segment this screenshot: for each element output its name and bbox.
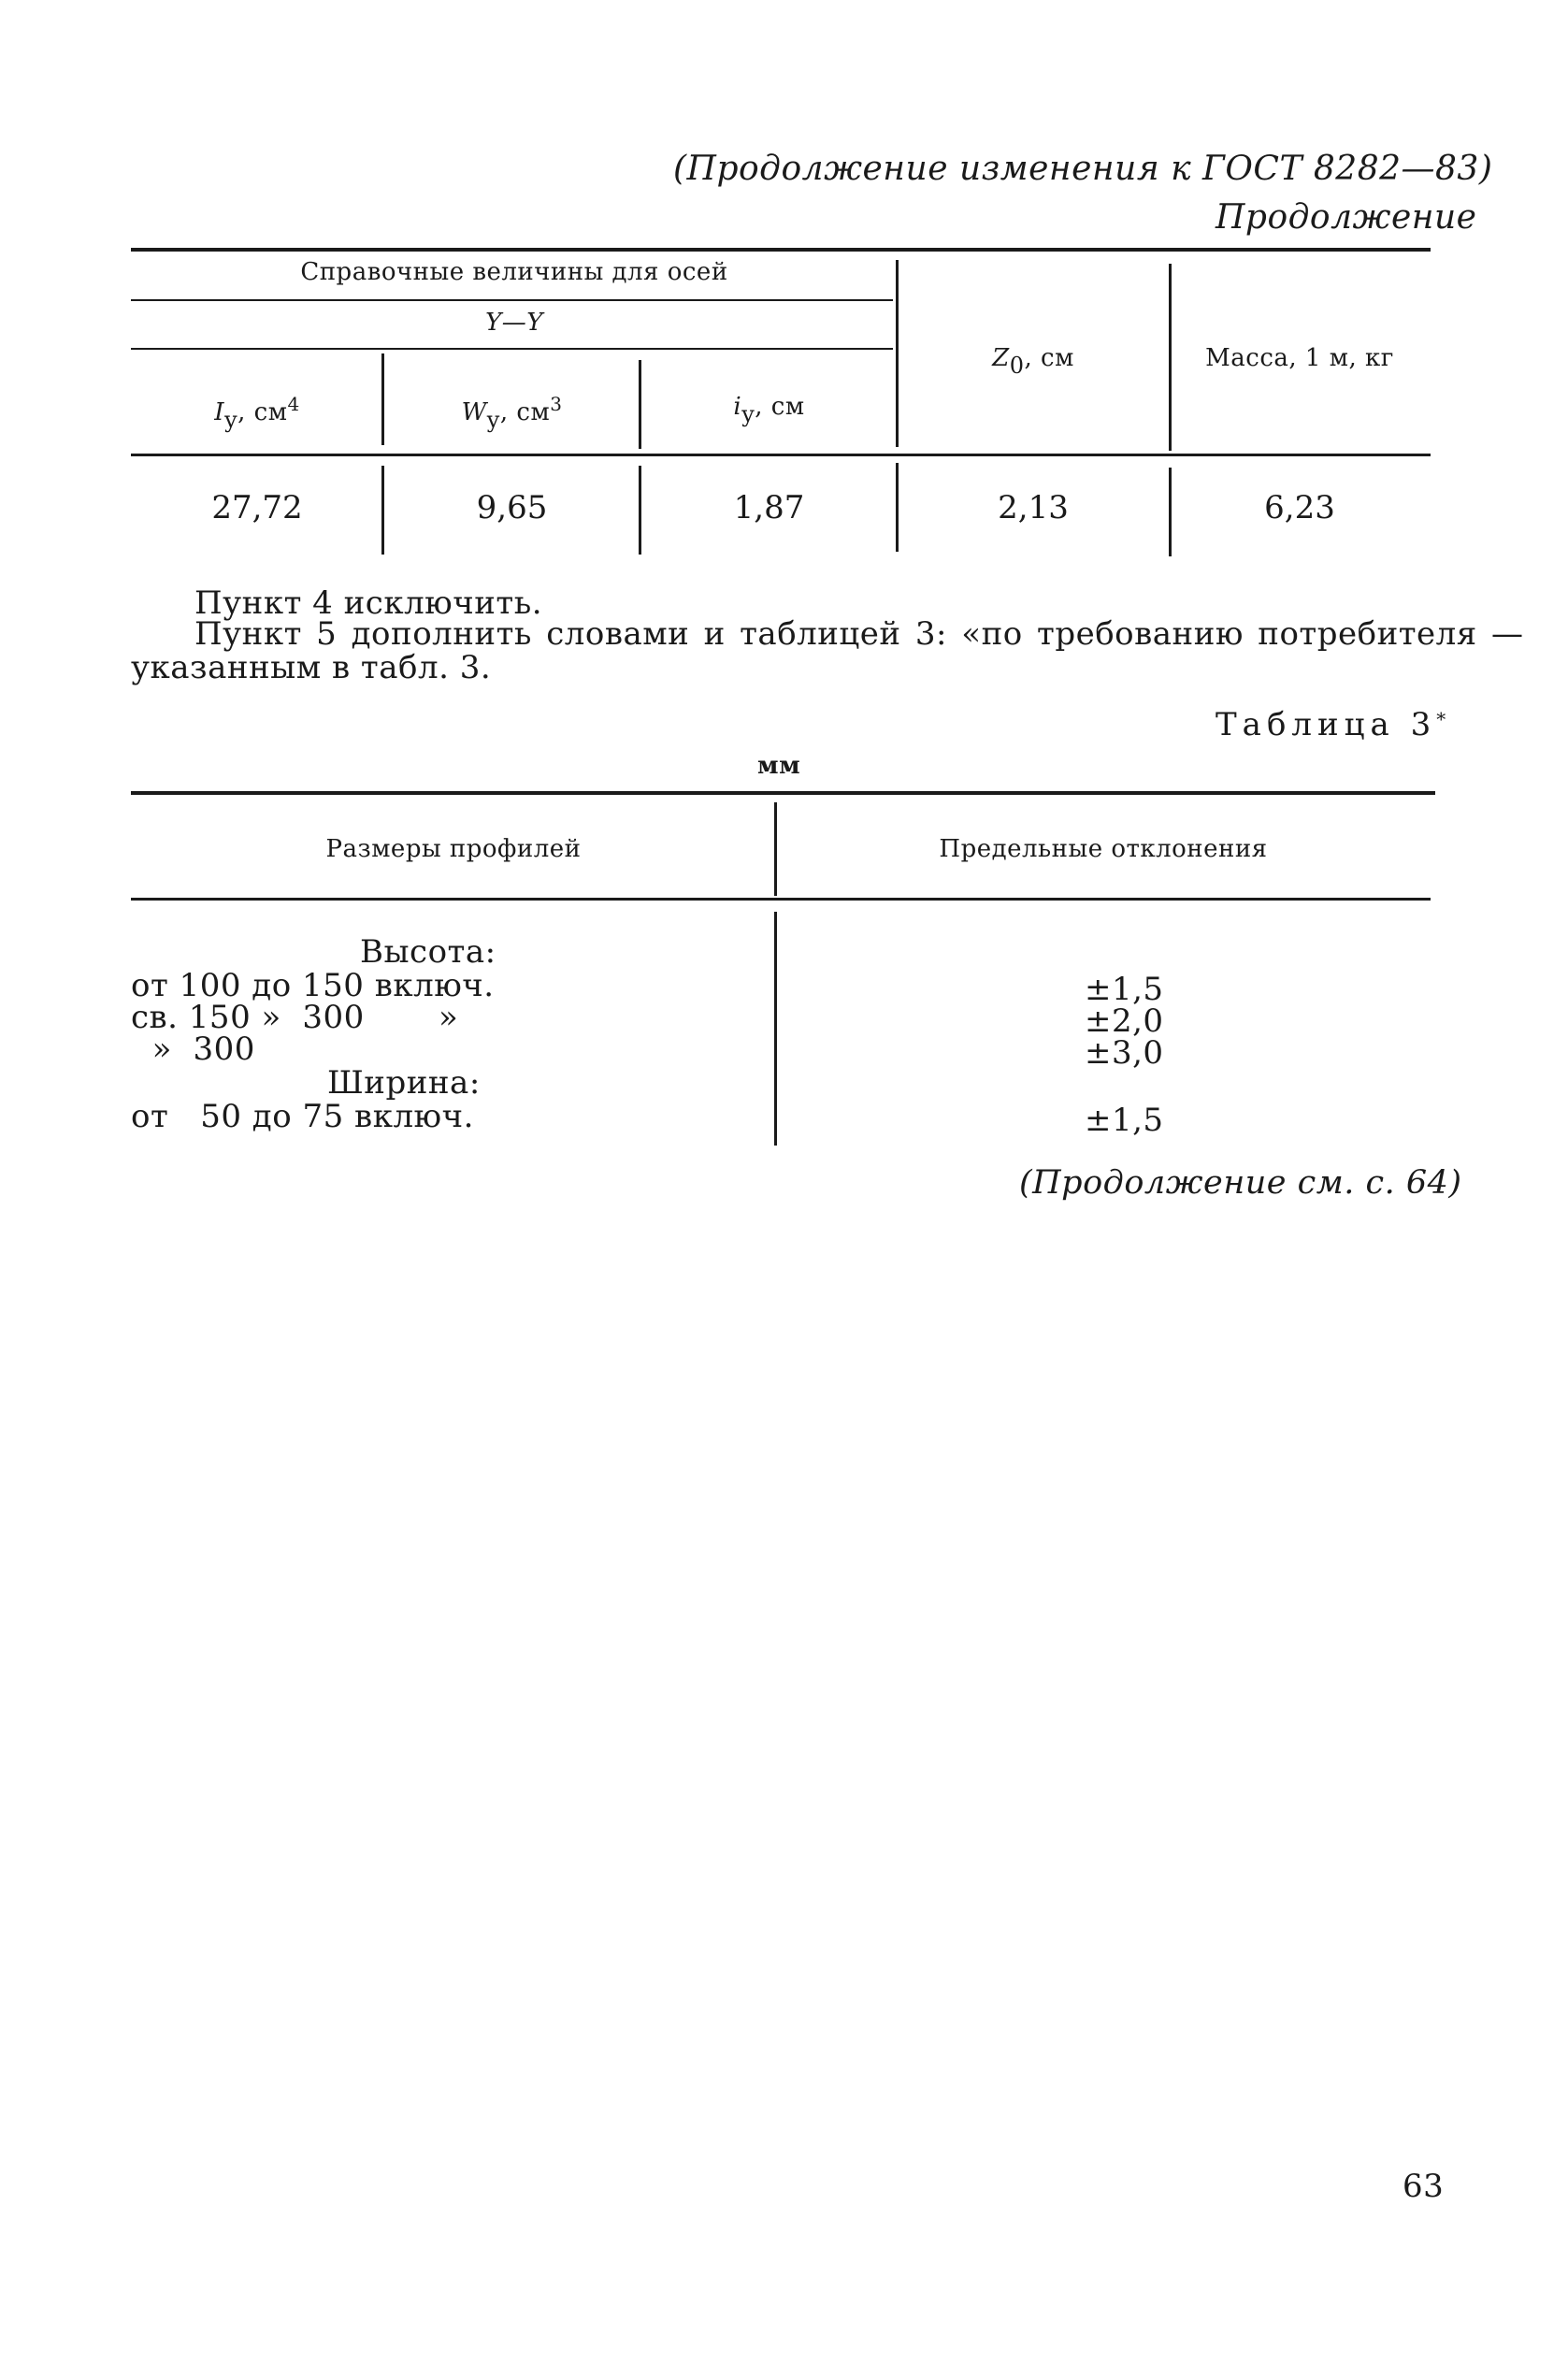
height-row-1-size: от 100 до 150 включ. xyxy=(131,967,495,1004)
paragraph-5-line2: указанным в табл. 3. xyxy=(131,649,492,686)
axis-header: Y—Y xyxy=(485,309,543,337)
width-row-1-size: от 50 до 75 включ. xyxy=(131,1098,474,1135)
continuation-note: (Продолжение изменения к ГОСТ 8282—83) xyxy=(673,150,1493,188)
continued-note: (Продолжение см. с. 64) xyxy=(1019,1164,1462,1202)
continuation-label: Продолжение xyxy=(1216,198,1477,237)
paragraph-5-line1: Пункт 5 дополнить словами и таблицей 3: «по требованию потребителя — xyxy=(194,615,1524,653)
col-z0-header: Z0, см xyxy=(992,344,1074,379)
height-row-3-size: » 300 xyxy=(131,1031,255,1068)
table3-title: Таблица 3* xyxy=(1216,706,1452,743)
cell-iy: 27,72 xyxy=(211,489,303,526)
table3-col-deviations: Предельные отклонения xyxy=(939,835,1268,863)
cell-mass: 6,23 xyxy=(1264,489,1335,526)
col-iy-header: Iy, $см^4$ xyxy=(214,393,300,433)
width-row-1-dev: ±1,5 xyxy=(1085,1102,1164,1139)
cell-iy-radius: 1,87 xyxy=(733,489,805,526)
height-row-2-size: св. 150 » 300 » xyxy=(131,999,459,1036)
height-label: Высота: xyxy=(360,933,496,971)
height-row-1-dev: ±1,5 xyxy=(1085,971,1164,1008)
cell-wy: 9,65 xyxy=(476,489,548,526)
group-header: Справочные величины для осей xyxy=(300,258,728,286)
table3-col-sizes: Размеры профилей xyxy=(325,835,582,863)
paragraph-4: Пункт 4 исключить. xyxy=(194,584,543,622)
col-iy-radius-header: iy, см xyxy=(733,393,805,427)
height-row-3-dev: ±3,0 xyxy=(1085,1034,1164,1072)
col-mass-header: Масса, 1 м, кг xyxy=(1205,344,1394,372)
page-number: 63 xyxy=(1403,2168,1445,2205)
table3-unit: мм xyxy=(757,752,801,780)
height-row-2-dev: ±2,0 xyxy=(1085,1002,1164,1040)
width-label: Ширина: xyxy=(327,1064,481,1102)
col-wy-header: Wy, $см^3$ xyxy=(461,393,563,433)
cell-z0: 2,13 xyxy=(998,489,1069,526)
